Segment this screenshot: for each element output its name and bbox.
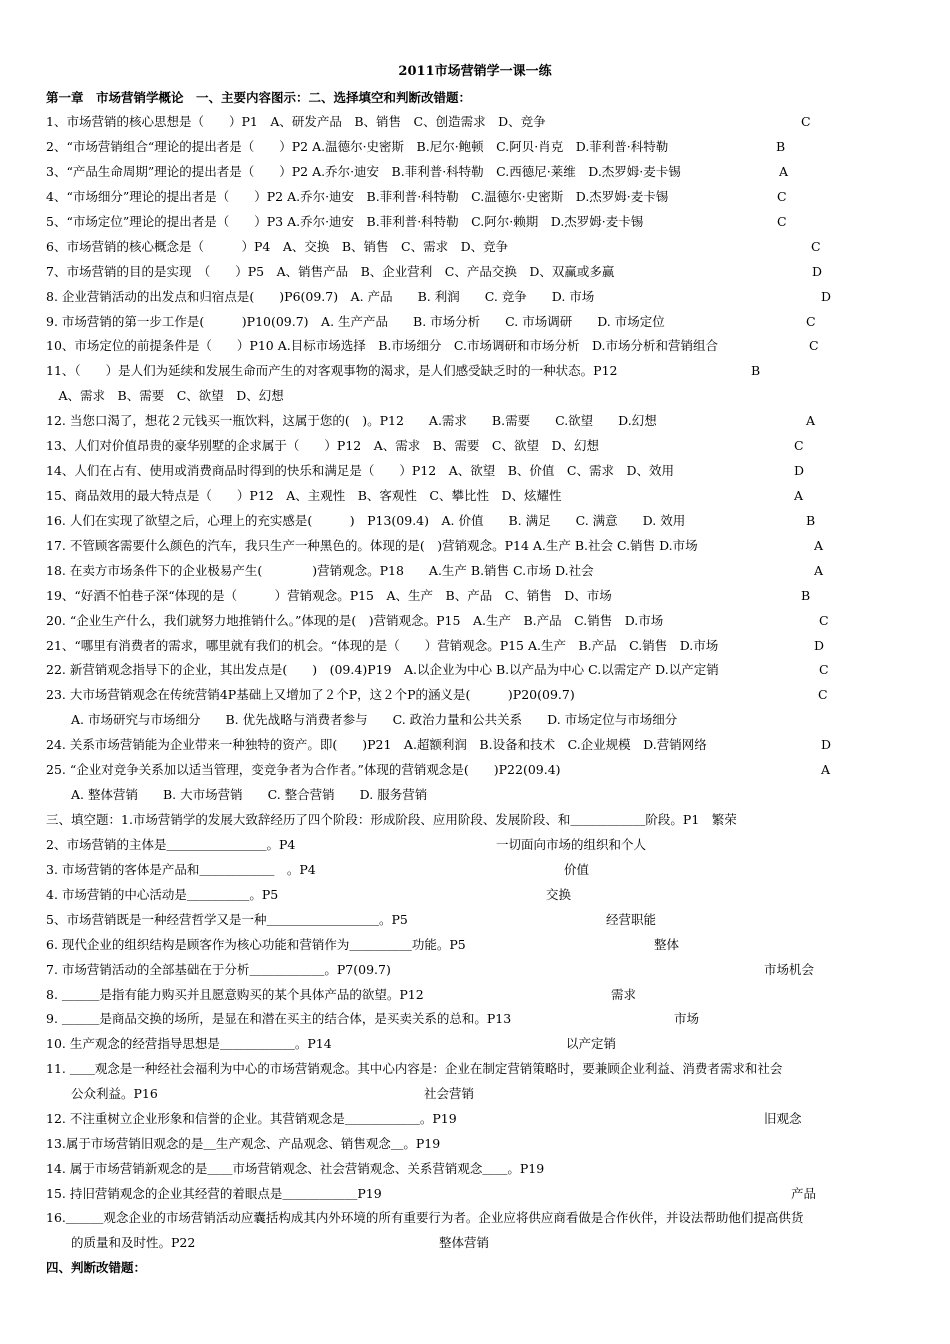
line-text: 11. ＿＿观念是一种经社会福利为中心的市场营销观念。其中心内容是：企业在制定营销策略时，要兼顾企业利益、消费者需求和社会 (46, 1061, 783, 1076)
line-text: 9. 市场营销的第一步工作是( )P10(09.7) A. 生产产品 B. 市场分析 C. 市场调研 D. 市场定位 (46, 314, 665, 329)
text-line (46, 336, 916, 356)
line-text: 3、“产品生命周期”理论的提出者是（ ）P2 A.乔尔·迪安 B.菲利普·科特勒 C.西德尼·莱维 D.杰罗姆·麦卡锡 (46, 164, 681, 179)
line-text: 16. 人们在实现了欲望之后，心理上的充实感是( ) P13(09.4) A. 价值 B. 满足 C. 满意 D. 效用 (46, 513, 686, 528)
text-line (46, 212, 916, 232)
line-text: 8. ＿＿＿是指有能力购买并且愿意购买的某个具体产品的欲望。P12 (46, 987, 424, 1002)
text-line (46, 461, 916, 481)
line-answer: 社会营销 (424, 1086, 475, 1101)
line-answer: B (806, 513, 816, 528)
text-line (46, 1208, 916, 1228)
text-line (46, 1109, 916, 1129)
line-answer: B (776, 139, 786, 154)
text-line (46, 411, 916, 431)
line-text: 7、市场营销的目的是实现 （ ）P5 A、销售产品 B、企业营利 C、产品交换 D、双赢或多赢 (46, 264, 615, 279)
text-line (46, 685, 916, 705)
line-answer: C (811, 239, 821, 254)
line-text: 4、“市场细分”理论的提出者是（ ）P2 A.乔尔·迪安 B.菲利普·科特勒 C.温德尔·史密斯 D.杰罗姆·麦卡锡 (46, 189, 669, 204)
text-line (46, 1084, 916, 1104)
line-text: 第一章 市场营销学概论 一、主要内容图示：二、选择填空和判断改错题： (46, 90, 472, 105)
line-text: A、需求 B、需要 C、欲望 D、幻想 (46, 388, 284, 403)
text-line (46, 386, 916, 406)
line-answer: D (794, 463, 805, 478)
line-text: 18. 在卖方市场条件下的企业极易产生( )营销观念。P18 A.生产 B.销售 C.市场 D.社会 (46, 563, 594, 578)
text-line (46, 287, 916, 307)
line-answer: 经营职能 (606, 912, 657, 927)
line-text: 3. 市场营销的客体是产品和＿＿＿＿＿＿ 。P4 (46, 862, 316, 877)
line-answer: C (818, 687, 828, 702)
line-text: 21、“哪里有消费者的需求，哪里就有我们的机会。“体现的是（ ）营销观念。P15 A.生产 B.产品 C.销售 D.市场 (46, 638, 719, 653)
text-line (46, 1184, 916, 1204)
line-answer: 交换 (546, 887, 572, 902)
line-text: 6. 现代企业的组织结构是顾客作为核心功能和营销作为＿＿＿＿＿功能。P5 (46, 937, 466, 952)
line-answer: 市场机会 (764, 962, 815, 977)
line-text: 2、“市场营销组合“理论的提出者是（ ）P2 A.温德尔·史密斯 B.尼尔·鲍顿 C.阿贝·肖克 D.菲利普·科特勒 (46, 139, 669, 154)
line-text: 三、填空题：1.市场营销学的发展大致辞经历了四个阶段：形成阶段、应用阶段、发展阶段、和＿＿＿＿＿＿阶段。P1 繁荣 (46, 812, 737, 827)
line-answer: 旧观念 (764, 1111, 802, 1126)
text-line (46, 935, 916, 955)
text-line (46, 187, 916, 207)
line-text: 1、市场营销的核心思想是（ ）P1 A、研发产品 B、销售 C、创造需求 D、竞争 (46, 114, 546, 129)
line-answer: 需求 (611, 987, 637, 1002)
line-answer: A (814, 563, 824, 578)
line-answer: D (821, 289, 832, 304)
line-text: 14. 属于市场营销新观念的是＿＿市场营销观念、社会营销观念、关系营销观念＿＿。P19 (46, 1161, 545, 1176)
text-line (46, 237, 916, 257)
line-answer: A (814, 538, 824, 553)
text-line (46, 810, 916, 830)
line-answer: C (794, 438, 804, 453)
line-text: A. 整体营销 B. 大市场营销 C. 整合营销 D. 服务营销 (46, 787, 428, 802)
line-answer: A (806, 413, 816, 428)
text-line (46, 835, 916, 855)
line-text: 13.属于市场营销旧观念的是＿生产观念、产品观念、销售观念＿。P19 (46, 1136, 441, 1151)
line-text: 7. 市场营销活动的全部基础在于分析＿＿＿＿＿＿。P7(09.7) (46, 962, 391, 977)
line-text: 11、（ ）是人们为延续和发展生命而产生的对客观事物的渴求，是人们感受缺乏时的一种状态。P12 (46, 363, 618, 378)
line-text: 19、“好酒不怕巷子深“体现的是（ ）营销观念。P15 A、生产 B、产品 C、销售 D、市场 (46, 588, 612, 603)
line-answer: 整体营销 (439, 1235, 490, 1250)
line-answer: C (801, 114, 811, 129)
line-text: 4. 市场营销的中心活动是＿＿＿＿＿。P5 (46, 887, 279, 902)
text-line (46, 1233, 916, 1253)
line-answer: 价值 (564, 862, 590, 877)
line-text: 15. 持旧营销观念的企业其经营的着眼点是＿＿＿＿＿＿P19 (46, 1186, 382, 1201)
line-answer: C (777, 214, 787, 229)
line-text: 20. “企业生产什么，我们就努力地推销什么。”体现的是( )营销观念。P15 A.生产 B.产品 C.销售 D.市场 (46, 613, 664, 628)
line-text: 9. ＿＿＿是商品交换的场所，是显在和潜在买主的结合体，是买卖关系的总和。P13 (46, 1011, 512, 1026)
text-line (46, 910, 916, 930)
text-line (46, 88, 916, 108)
text-line (46, 312, 916, 332)
line-text: 12. 当您口渴了，想花２元钱买一瓶饮料，这属于您的( )。P12 A.需求 B.需要 C.欲望 D.幻想 (46, 413, 657, 428)
line-answer: 以产定销 (566, 1036, 617, 1051)
line-text: 5、市场营销既是一种经营哲学又是一种＿＿＿＿＿＿＿＿＿。P5 (46, 912, 408, 927)
line-answer: B (751, 363, 761, 378)
line-answer: A (779, 164, 789, 179)
text-line (46, 985, 916, 1005)
text-line (46, 586, 916, 606)
line-answer: 整体 (654, 937, 680, 952)
text-line (46, 710, 916, 730)
line-text: 12. 不注重树立企业形象和信誉的企业。其营销观念是＿＿＿＿＿＿。P19 (46, 1111, 457, 1126)
line-answer: A (794, 488, 804, 503)
line-text: 5、“市场定位”理论的提出者是（ ）P3 A.乔尔·迪安 B.菲利普·科特勒 C.阿尔·赖期 D.杰罗姆·麦卡锡 (46, 214, 644, 229)
line-text: 14、人们在占有、使用或消费商品时得到的快乐和满足是（ ）P12 A、欲望 B、价值 C、需求 D、效用 (46, 463, 675, 478)
line-answer: 一切面向市场的组织和个人 (496, 837, 647, 852)
line-answer: C (809, 338, 819, 353)
text-line (46, 660, 916, 680)
line-answer: B (801, 588, 811, 603)
text-line (46, 785, 916, 805)
line-text: 25. “企业对竞争关系加以适当管理，变竞争者为合作者。”体现的营销观念是( )P22(09.4) (46, 762, 561, 777)
line-text: 10. 生产观念的经营指导思想是＿＿＿＿＿＿。P14 (46, 1036, 332, 1051)
line-answer: C (819, 662, 829, 677)
line-text: 22. 新营销观念指导下的企业，其出发点是( ) (09.4)P19 A.以企业为中心 B.以产品为中心 C.以需定产 D.以产定销 (46, 662, 719, 677)
text-line (46, 561, 916, 581)
text-line (46, 611, 916, 631)
line-answer: D (814, 638, 825, 653)
line-text: 8. 企业营销活动的出发点和归宿点是( )P6(09.7) A. 产品 B. 利润 C. 竞争 D. 市场 (46, 289, 595, 304)
text-line (46, 1034, 916, 1054)
line-text: 四、判断改错题： (46, 1260, 147, 1275)
line-text: 17. 不管顾客需要什么颜色的汽车，我只生产一种黑色的。体现的是( )营销观念。P14 A.生产 B.社会 C.销售 D.市场 (46, 538, 698, 553)
line-text: 公众利益。P16 (46, 1086, 158, 1101)
document-title: 2011市场营销学一课一练 (398, 64, 552, 79)
text-line (46, 885, 916, 905)
line-answer: C (819, 613, 829, 628)
text-line (46, 486, 916, 506)
text-line (46, 262, 916, 282)
line-answer: A (821, 762, 831, 777)
line-answer: 市场 (674, 1011, 700, 1026)
text-line (46, 112, 916, 132)
line-text: 6、市场营销的核心概念是（ ）P4 A、交换 B、销售 C、需求 D、竞争 (46, 239, 509, 254)
text-line (46, 1159, 916, 1179)
text-line (46, 1258, 916, 1278)
line-text: 23. 大市场营销观念在传统营销4P基础上又增加了２个P，这２个P的涵义是( )P20(09.7) (46, 687, 575, 702)
line-answer: D (812, 264, 823, 279)
text-line (46, 760, 916, 780)
line-text: 10、市场定位的前提条件是（ ）P10 A.目标市场选择 B.市场细分 C.市场调研和市场分析 D.市场分析和营销组合 (46, 338, 718, 353)
line-text: 15、商品效用的最大特点是（ ）P12 A、主观性 B、客观性 C、攀比性 D、炫耀性 (46, 488, 562, 503)
line-answer: D (821, 737, 832, 752)
text-line (46, 1134, 916, 1154)
line-text: 13、人们对价值昂贵的豪华别墅的企求属于（ ）P12 A、需求 B、需要 C、欲望 D、幻想 (46, 438, 600, 453)
text-line (46, 511, 916, 531)
line-text: 24. 关系市场营销能为企业带来一种独特的资产。即( )P21 A.超额利润 B.设备和技术 C.企业规模 D.营销网络 (46, 737, 707, 752)
line-text: 16.＿＿＿观念企业的市场营销活动应囊括构成其内外环境的所有重要行为者。企业应将供应商看做是合作伙伴，并设法帮助他们提高供货 (46, 1210, 804, 1225)
text-line (46, 162, 916, 182)
text-line (46, 137, 916, 157)
line-text: 的质量和及时性。P22 (46, 1235, 196, 1250)
text-line (46, 361, 916, 381)
line-answer: 产品 (791, 1186, 817, 1201)
text-line (46, 536, 916, 556)
line-text: 2、市场营销的主体是＿＿＿＿＿＿＿＿。P4 (46, 837, 296, 852)
text-line (46, 960, 916, 980)
text-line (46, 860, 916, 880)
text-line (46, 636, 916, 656)
text-line (46, 436, 916, 456)
text-line (46, 1009, 916, 1029)
line-answer: C (777, 189, 787, 204)
line-answer: C (806, 314, 816, 329)
line-text: A. 市场研究与市场细分 B. 优先战略与消费者参与 C. 政治力量和公共关系 D. 市场定位与市场细分 (46, 712, 678, 727)
text-line (46, 1059, 916, 1079)
text-line (46, 735, 916, 755)
